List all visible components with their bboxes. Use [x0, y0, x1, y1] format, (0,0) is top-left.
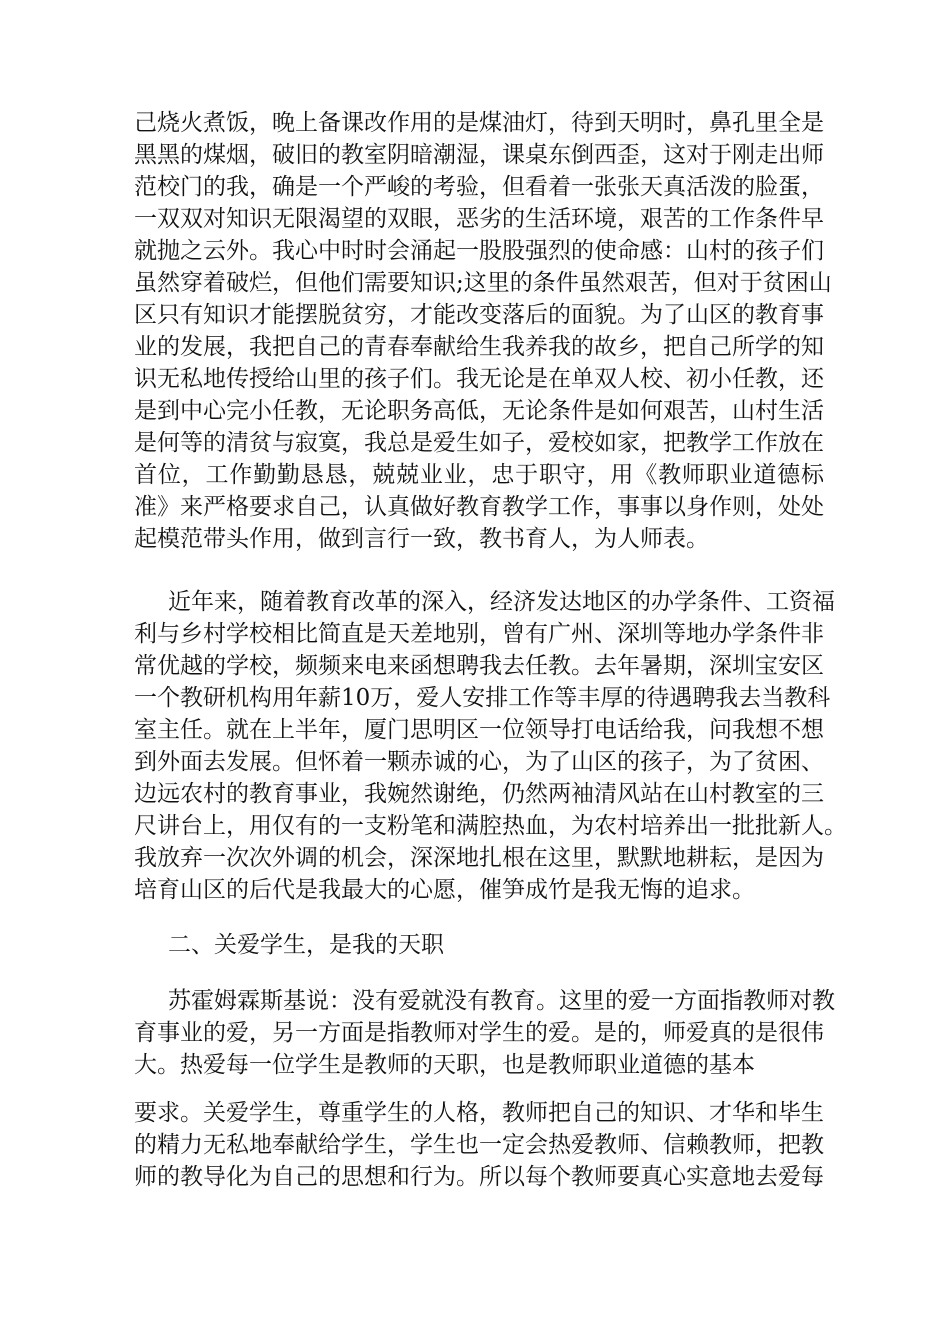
- text-line: 己烧火煮饭，晚上备课改作用的是煤油灯，待到天明时，鼻孔里全是: [134, 110, 824, 136]
- section-heading: [134, 929, 824, 961]
- text-line: 培育山区的后代是我最大的心愿，催笋成竹是我无悔的追求。: [134, 877, 755, 903]
- paragraph-caring-students: [134, 1097, 824, 1193]
- text-line: 是何等的清贫与寂寞，我总是爱生如子，爱校如家，把教学工作放在: [134, 430, 824, 456]
- text-line: 准》来严格要求自己，认真做好教育教学工作，事事以身作则，处处: [134, 494, 824, 520]
- text-line: 范校门的我，确是一个严峻的考验，但看着一张张天真活泼的脸蛋，: [134, 174, 824, 200]
- section-heading-text: 二、关爱学生，是我的天职: [168, 932, 444, 958]
- text-line: 育事业的爱，另一方面是指教师对学生的爱。是的，师爱真的是很伟: [134, 1020, 824, 1046]
- text-line: 一双双对知识无限渴望的双眼，恶劣的生活环境，艰苦的工作条件早: [134, 206, 824, 232]
- paragraph-sukhomlinsky: [134, 985, 835, 1081]
- paragraph-recent-years: [134, 586, 847, 906]
- text-line: 尺讲台上，用仅有的一支粉笔和满腔热血，为农村培养出一批批新人。: [134, 813, 847, 839]
- text-line: 苏霍姆霖斯基说：没有爱就没有教育。这里的爱一方面指教师对教: [168, 988, 835, 1014]
- text-line: 利与乡村学校相比简直是天差地别，曾有广州、深圳等地办学条件非: [134, 621, 824, 647]
- text-line: 虽然穿着破烂，但他们需要知识;这里的条件虽然艰苦，但对于贫困山: [134, 270, 832, 296]
- text-line: 区只有知识才能摆脱贫穷，才能改变落后的面貌。为了山区的教育事: [134, 302, 824, 328]
- text-line: 业的发展，我把自己的青春奉献给生我养我的故乡，把自己所学的知: [134, 334, 824, 360]
- text-line: 边远农村的教育事业，我婉然谢绝，仍然两袖清风站在山村教室的三: [134, 781, 824, 807]
- text-line: 要求。关爱学生，尊重学生的人格，教师把自己的知识、才华和毕生: [134, 1100, 824, 1126]
- text-line: 师的教导化为自己的思想和行为。所以每个教师要真心实意地去爱每: [134, 1164, 824, 1190]
- text-line: 近年来，随着教育改革的深入，经济发达地区的办学条件、工资福: [168, 589, 835, 615]
- text-line: 到外面去发展。但怀着一颗赤诚的心，为了山区的孩子，为了贫困、: [134, 749, 824, 775]
- text-line: 是到中心完小任教，无论职务高低，无论条件是如何艰苦，山村生活: [134, 398, 824, 424]
- paragraph-living-conditions: [134, 107, 832, 555]
- text-line: 一个教研机构用年薪10万，爱人安排工作等丰厚的待遇聘我去当教科: [134, 685, 831, 711]
- text-line: 的精力无私地奉献给学生，学生也一定会热爱教师、信赖教师，把教: [134, 1132, 824, 1158]
- text-line: 常优越的学校，频频来电来函想聘我去任教。去年暑期，深圳宝安区: [134, 653, 824, 679]
- text-line: 黑黑的煤烟，破旧的教室阴暗潮湿，课桌东倒西歪，这对于刚走出师: [134, 142, 824, 168]
- text-line: 我放弃一次次外调的机会，深深地扎根在这里，默默地耕耘，是因为: [134, 845, 824, 871]
- text-line: 首位，工作勤勤恳恳，兢兢业业，忠于职守，用《教师职业道德标: [134, 462, 824, 488]
- text-line: 识无私地传授给山里的孩子们。我无论是在单双人校、初小任教，还: [134, 366, 824, 392]
- text-line: 起模范带头作用，做到言行一致，教书育人，为人师表。: [134, 526, 709, 552]
- text-line: 大。热爱每一位学生是教师的天职，也是教师职业道德的基本: [134, 1052, 755, 1078]
- text-line: 就抛之云外。我心中时时会涌起一股股强烈的使命感：山村的孩子们: [134, 238, 824, 264]
- text-line: 室主任。就在上半年，厦门思明区一位领导打电话给我，问我想不想: [134, 717, 824, 743]
